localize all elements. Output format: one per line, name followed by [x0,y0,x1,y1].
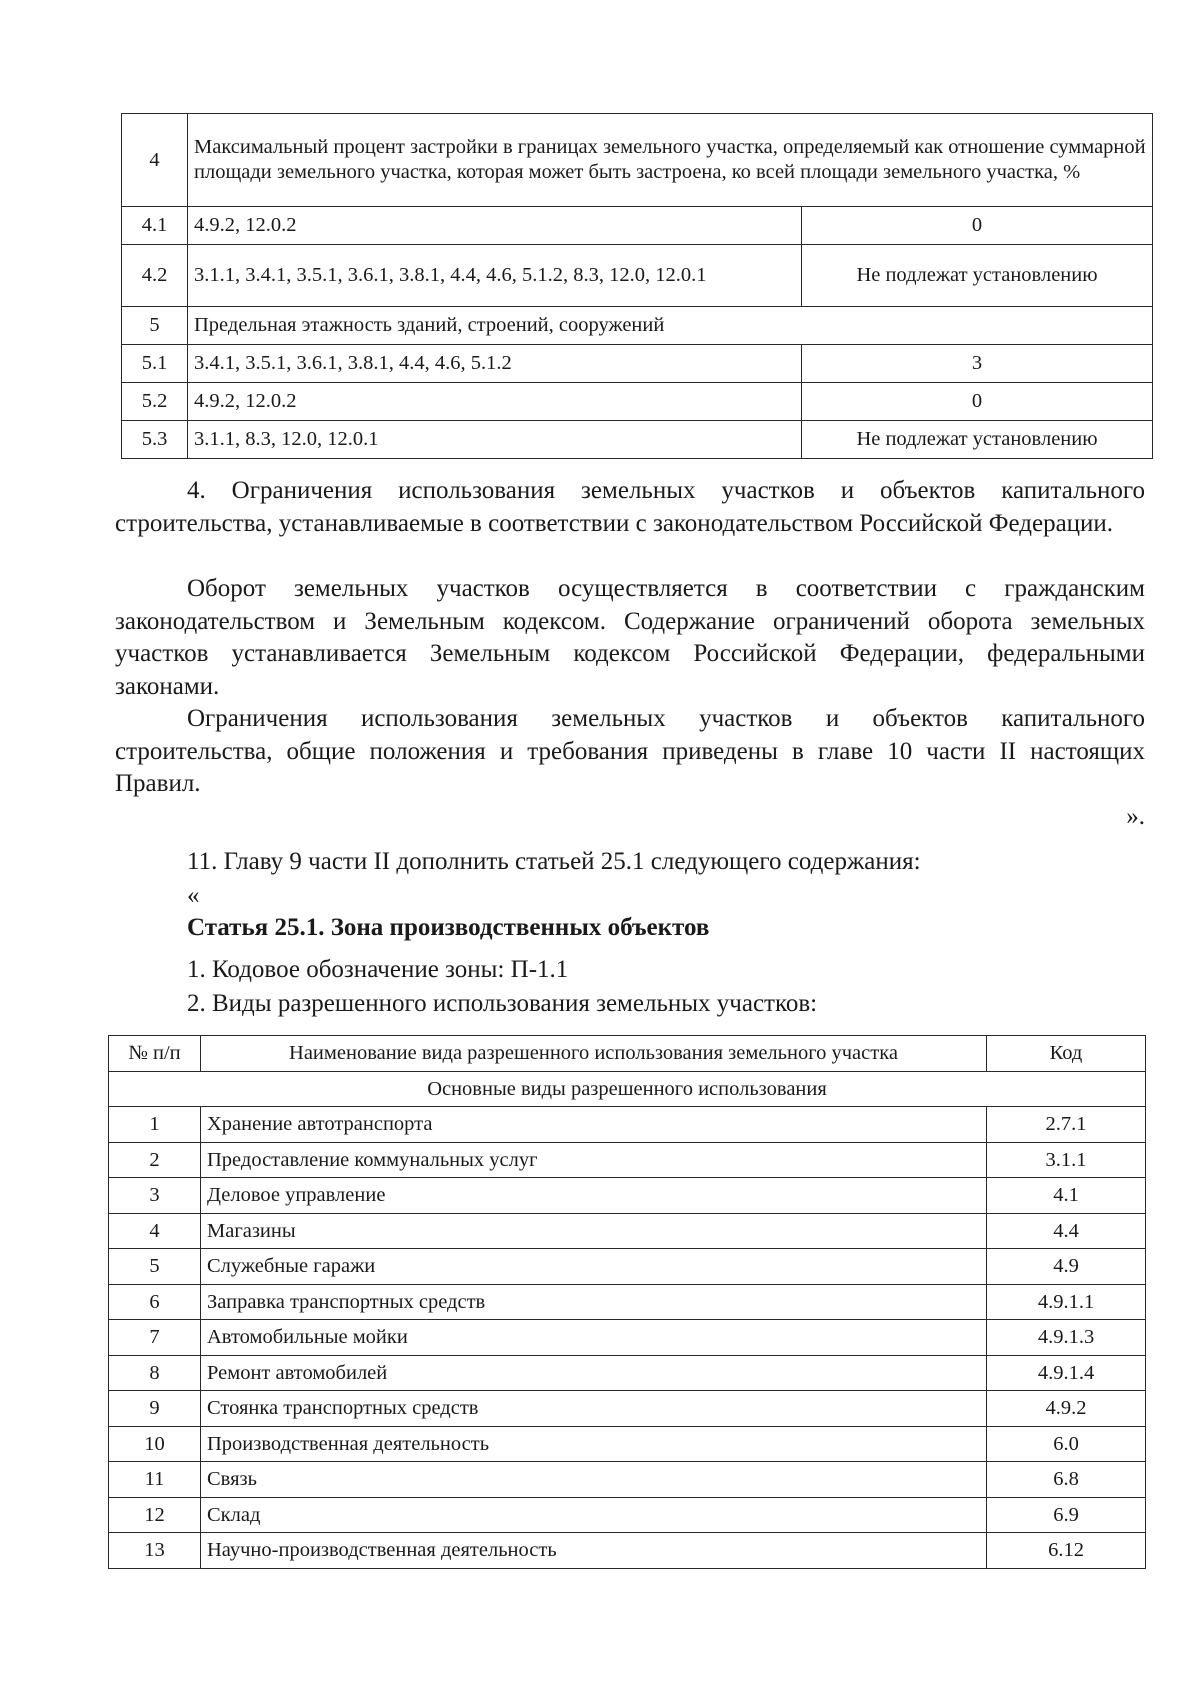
row-code: 6.9 [987,1497,1146,1533]
table-row [122,421,1153,459]
row-name: Стоянка транспортных средств [201,1391,987,1427]
row-number: 13 [109,1533,201,1569]
row-codes: 3.1.1, 8.3, 12.0, 12.0.1 [188,421,802,459]
row-name: Автомобильные мойки [201,1320,987,1356]
table-row [122,307,1153,345]
row-value: Не подлежат установлению [802,245,1153,307]
row-number: 10 [109,1426,201,1462]
table-row [122,345,1153,383]
opening-quote: « [187,882,200,909]
row-code: 6.0 [987,1426,1146,1462]
row-codes: 4.9.2, 12.0.2 [188,383,802,421]
table-row [109,1320,1146,1356]
table-row [109,1249,1146,1285]
row-value: 3 [802,345,1153,383]
row-code: 4.4 [987,1213,1146,1249]
row-number: 7 [109,1320,201,1356]
table-row [109,1142,1146,1178]
row-name: Склад [201,1497,987,1533]
table-row [109,1391,1146,1427]
row-text: Максимальный процент застройки в границах земельного участка, определяемый как отношение суммарной площади земельного участка, которая может быть застроена, ко всей площади земельного участка, % [188,114,1153,207]
row-code: 6.8 [987,1462,1146,1498]
row-name: Деловое управление [201,1178,987,1214]
header-code: Код [987,1036,1146,1072]
row-name: Связь [201,1462,987,1498]
table-row [122,245,1153,307]
row-number: 3 [109,1178,201,1214]
table-row [109,1178,1146,1214]
table-section-row [109,1071,1146,1107]
row-name: Предоставление коммунальных услуг [201,1142,987,1178]
row-number: 5.2 [122,383,188,421]
permitted-uses-table [108,1035,1146,1569]
closing-quote: ». [1126,803,1145,830]
permitted-uses-item: 2. Виды разрешенного использования земельных участков: [187,990,818,1017]
row-number: 4.1 [122,207,188,245]
article-title: Статья 25.1. Зона производственных объектов [187,914,710,941]
header-number: № п/п [109,1036,201,1072]
section-title: Основные виды разрешенного использования [109,1071,1146,1107]
paragraph-restrictions: 4. Ограничения использования земельных участков и объектов капитального строительства, устанавливаемые в соответствии с законодательством Российской Федерации. [115,477,1145,537]
row-codes: 4.9.2, 12.0.2 [188,207,802,245]
row-number: 2 [109,1142,201,1178]
table-row [109,1533,1146,1569]
row-name: Служебные гаражи [201,1249,987,1285]
row-codes: 3.1.1, 3.4.1, 3.5.1, 3.6.1, 3.8.1, 4.4, 4.6, 5.1.2, 8.3, 12.0, 12.0.1 [188,245,802,307]
table-row [122,114,1153,207]
row-number: 4 [109,1213,201,1249]
table-row [109,1355,1146,1391]
table-row [109,1426,1146,1462]
row-value: Не подлежат установлению [802,421,1153,459]
row-number: 8 [109,1355,201,1391]
row-number: 12 [109,1497,201,1533]
row-number: 5.1 [122,345,188,383]
row-code: 4.9.1.1 [987,1284,1146,1320]
parameters-table [121,113,1153,459]
table-row [109,1497,1146,1533]
row-number: 9 [109,1391,201,1427]
row-name: Заправка транспортных средств [201,1284,987,1320]
row-name: Научно-производственная деятельность [201,1533,987,1569]
table-row [109,1462,1146,1498]
row-code: 4.1 [987,1178,1146,1214]
row-number: 4 [122,114,188,207]
row-name: Магазины [201,1213,987,1249]
row-number: 5 [122,307,188,345]
row-code: 4.9.2 [987,1391,1146,1427]
row-code: 4.9.1.3 [987,1320,1146,1356]
header-name: Наименование вида разрешенного использования земельного участка [201,1036,987,1072]
table-row [122,207,1153,245]
zone-code-item: 1. Кодовое обозначение зоны: П-1.1 [187,956,569,983]
table-row [109,1213,1146,1249]
row-number: 5 [109,1249,201,1285]
table-header-row [109,1036,1146,1072]
table-row [109,1284,1146,1320]
paragraph-general-provisions: Ограничения использования земельных участков и объектов капитального строительства, общие положения и требования приведены в главе 10 части II настоящих Правил. [115,705,1145,797]
row-code: 3.1.1 [987,1142,1146,1178]
row-code: 6.12 [987,1533,1146,1569]
row-number: 5.3 [122,421,188,459]
row-value: 0 [802,207,1153,245]
row-number: 6 [109,1284,201,1320]
table-row [109,1107,1146,1143]
row-name: Ремонт автомобилей [201,1355,987,1391]
row-code: 4.9 [987,1249,1146,1285]
row-name: Производственная деятельность [201,1426,987,1462]
row-code: 2.7.1 [987,1107,1146,1143]
row-name: Хранение автотранспорта [201,1107,987,1143]
row-number: 4.2 [122,245,188,307]
row-number: 11 [109,1462,201,1498]
item-11: 11. Главу 9 части II дополнить статьей 25.1 следующего содержания: [187,848,921,875]
row-value: 0 [802,383,1153,421]
table-row [122,383,1153,421]
row-number: 1 [109,1107,201,1143]
row-codes: 3.4.1, 3.5.1, 3.6.1, 3.8.1, 4.4, 4.6, 5.1.2 [188,345,802,383]
row-text: Предельная этажность зданий, строений, сооружений [188,307,1153,345]
paragraph-turnover: Оборот земельных участков осуществляется в соответствии с гражданским законодательством и Земельным кодексом. Содержание ограничений оборота земельных участков устанавливается Земельным кодексом Российской Федерации, федеральными законами. [115,575,1145,700]
row-code: 4.9.1.4 [987,1355,1146,1391]
